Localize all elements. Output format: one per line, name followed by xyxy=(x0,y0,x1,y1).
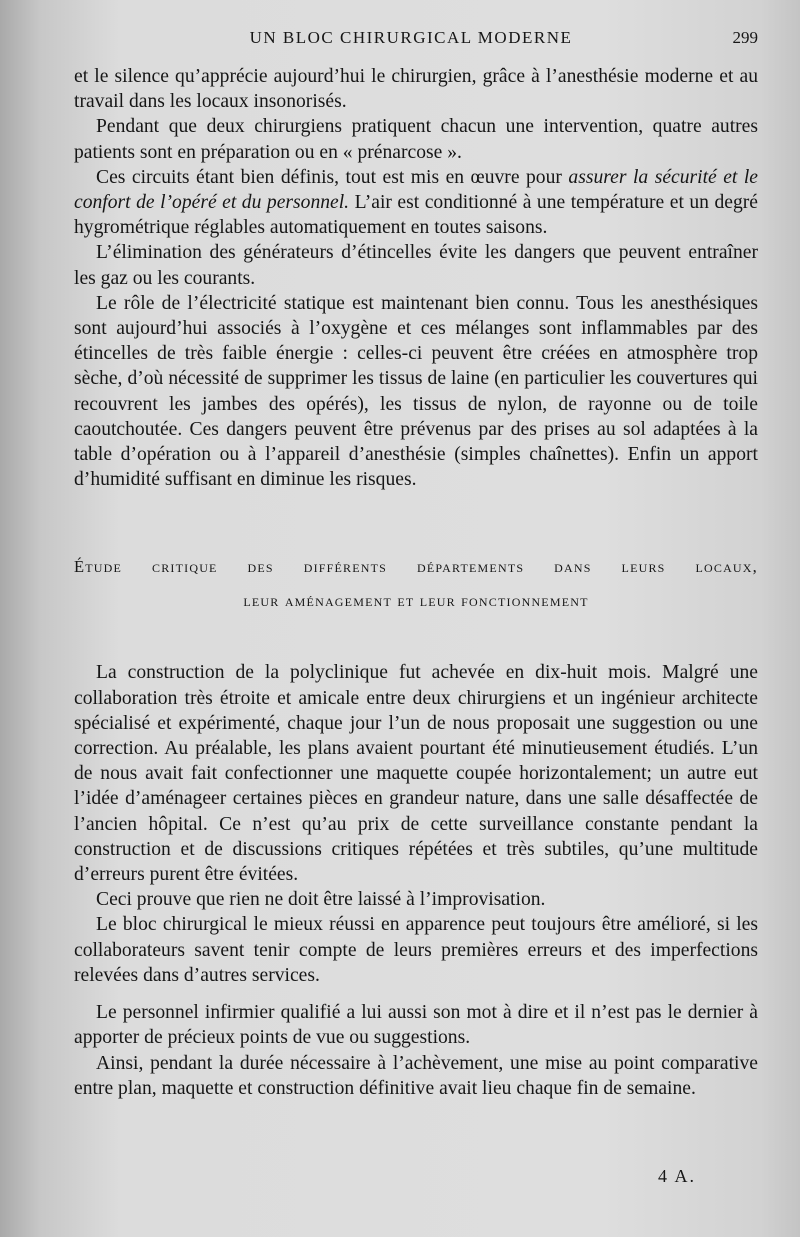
paragraph: Ceci prouve que rien ne doit être laissé à l’improvisation. xyxy=(96,889,546,911)
section-body xyxy=(74,660,758,1100)
signature-mark: 4 A. xyxy=(657,1166,696,1186)
heading-line: leur aménagement et leur fonctionnement xyxy=(243,591,589,611)
paragraph-text: Ces circuits étant bien définis, tout est mis en œuvre pour xyxy=(96,166,569,188)
paragraph: L’élimination des générateurs d’étincelles évite les dangers que peuvent entraîner les gaz ou les courants. xyxy=(74,242,758,289)
paragraph xyxy=(74,165,758,241)
section-intro xyxy=(74,64,758,492)
paragraph: Ainsi, pendant la durée nécessaire à l’achèvement, une mise au point comparative entre plan, maquette et construction définitive avait lieu chaque fin de semaine. xyxy=(74,1052,758,1099)
page-header xyxy=(74,28,758,64)
paragraph: Le rôle de l’électricité statique est maintenant bien connu. Tous les anesthésiques sont aujourd’hui associés à l’oxygène et ces mélanges sont inflammables par des étincelles de très faible énergie : celles-ci peuvent être créées en atmosphère trop sèche, d’où nécessité de supprimer les tissus de laine (en particulier les couvertures qui recouvrent les jambes des opérés), les tissus de nylon, de rayonne ou de toile caoutchoutée. Ces dangers peuvent être prévenus par des prises au sol adaptées à la table d’opération ou à l’appareil d’anesthésie (simples chaînettes). Enfin un apport d’humidité suffisant en diminue les risques. xyxy=(74,292,758,491)
paragraph: La construction de la polyclinique fut achevée en dix-huit mois. Malgré une collaboration très étroite et amicale entre deux chirurgiens et un ingénieur architecte spécialisé et expérimenté, chaque jour l’un de nous proposait une suggestion ou une correction. Au préalable, les plans avaient pourtant été minutieusement étudiés. L’un de nous avait fait confectionner une maquette coupée horizontalement; un autre eut l’idée d’aménageer certaines pièces en grandeur nature, dans une salle désaffectée de l’ancien hôpital. Ce n’est qu’au prix de cette surveillance constante pendant la construction et de discussions critiques répétées et très subtiles, qu’une multitude d’erreurs purent être évitées. xyxy=(74,662,758,886)
emphasis-text: assurer la sécurité et le confort de l’opéré et du personnel. xyxy=(74,166,758,214)
paragraph: et le silence qu’apprécie aujourd’hui le chirurgien, grâce à l’anesthésie moderne et au travail dans les locaux insonorisés. xyxy=(74,66,758,113)
page-number: 299 xyxy=(732,28,758,47)
paragraph-text: L’air est conditionné à une température et un degré hygrométrique réglables automatiquement en toutes saisons. xyxy=(74,192,758,239)
paragraph: Le personnel infirmier qualifié a lui aussi son mot à dire et il n’est pas le dernier à apporter de précieux points de vue ou suggestions. xyxy=(74,1002,758,1049)
paragraph: Pendant que deux chirurgiens pratiquent chacun une intervention, quatre autres patients sont en préparation ou en « prénarcose ». xyxy=(74,116,758,163)
running-title: UN BLOC CHIRURGICAL MODERNE xyxy=(249,28,573,47)
paragraph-gap xyxy=(74,988,758,1000)
paragraph: Le bloc chirurgical le mieux réussi en apparence peut toujours être amélioré, si les collaborateurs savent tenir compte de leurs premières erreurs et des imperfections relevées dans d’autres services. xyxy=(74,914,758,986)
section-heading xyxy=(74,550,758,618)
heading-line: Étude critique des différents départements dans leurs locaux, xyxy=(74,557,758,577)
